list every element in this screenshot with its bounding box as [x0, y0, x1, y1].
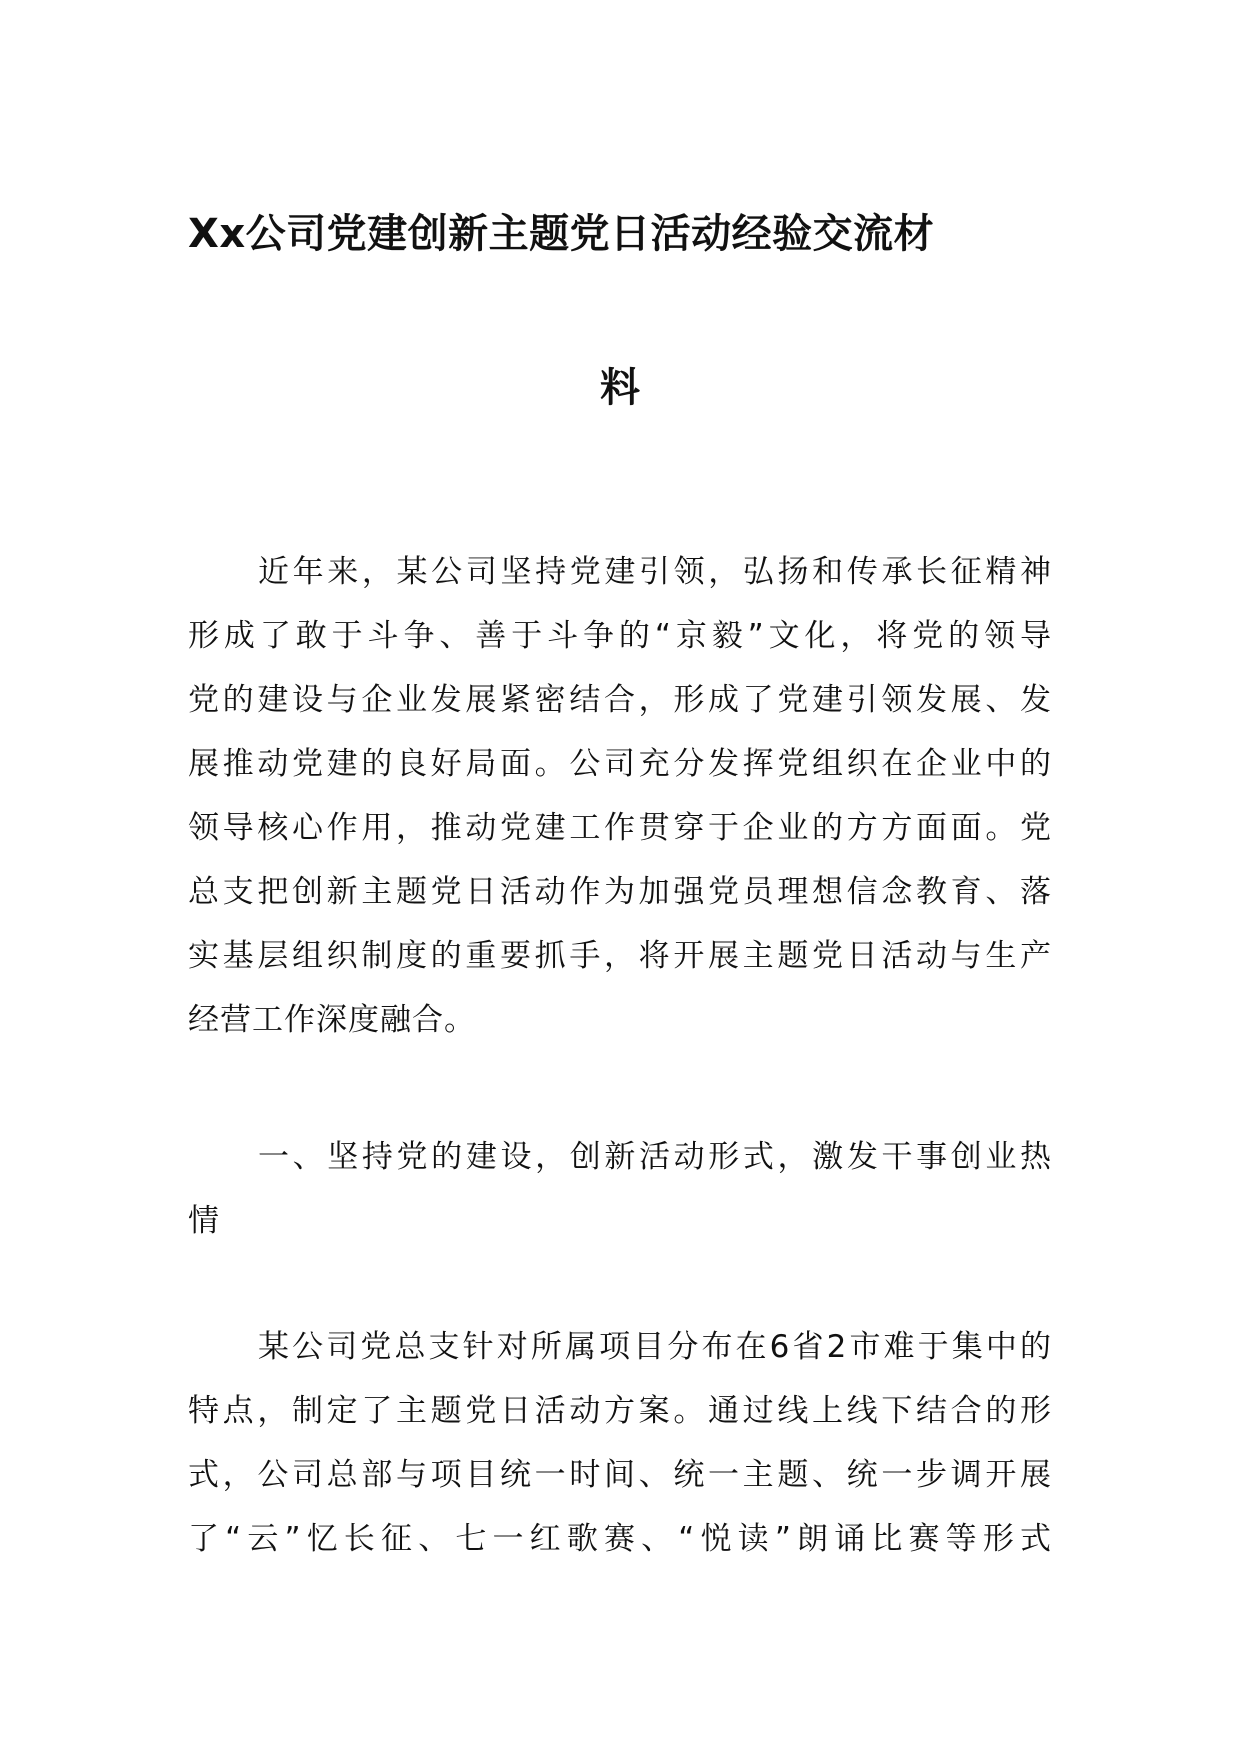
heading-line: 情 [188, 1203, 220, 1239]
paragraph-line: 了“云”忆长征、七一红歌赛、“悦读”朗诵比赛等形式 [188, 1521, 1052, 1557]
paragraph-line: 实基层组织制度的重要抓手，将开展主题党日活动与生产 [188, 938, 1052, 974]
paragraph-line: 经营工作深度融合。 [188, 1002, 476, 1038]
paragraph-line: 领导核心作用，推动党建工作贯穿于企业的方方面面。党 [188, 810, 1052, 846]
paragraph-line: 展推动党建的良好局面。公司充分发挥党组织在企业中的 [188, 746, 1052, 782]
section-1-paragraph [188, 1315, 1052, 1571]
document-title-line-2: 料 [600, 365, 640, 411]
document-title-line-1: Xx公司党建创新主题党日活动经验交流材 [188, 211, 935, 257]
intro-paragraph [188, 540, 1052, 1052]
paragraph-line: 形成了敢于斗争、善于斗争的“京毅”文化，将党的领导 [188, 618, 1052, 654]
paragraph-line: 某公司党总支针对所属项目分布在6省2市难于集中的 [258, 1329, 1052, 1365]
paragraph-line: 特点，制定了主题党日活动方案。通过线上线下结合的形 [188, 1393, 1052, 1429]
paragraph-line: 党的建设与企业发展紧密结合，形成了党建引领发展、发 [188, 682, 1052, 718]
paragraph-line: 近年来，某公司坚持党建引领，弘扬和传承长征精神 [258, 554, 1052, 590]
heading-line: 一、坚持党的建设，创新活动形式，激发干事创业热 [258, 1139, 1052, 1175]
paragraph-line: 总支把创新主题党日活动作为加强党员理想信念教育、落 [188, 874, 1052, 910]
paragraph-line: 式，公司总部与项目统一时间、统一主题、统一步调开展 [188, 1457, 1052, 1493]
section-heading-1 [188, 1125, 1052, 1253]
